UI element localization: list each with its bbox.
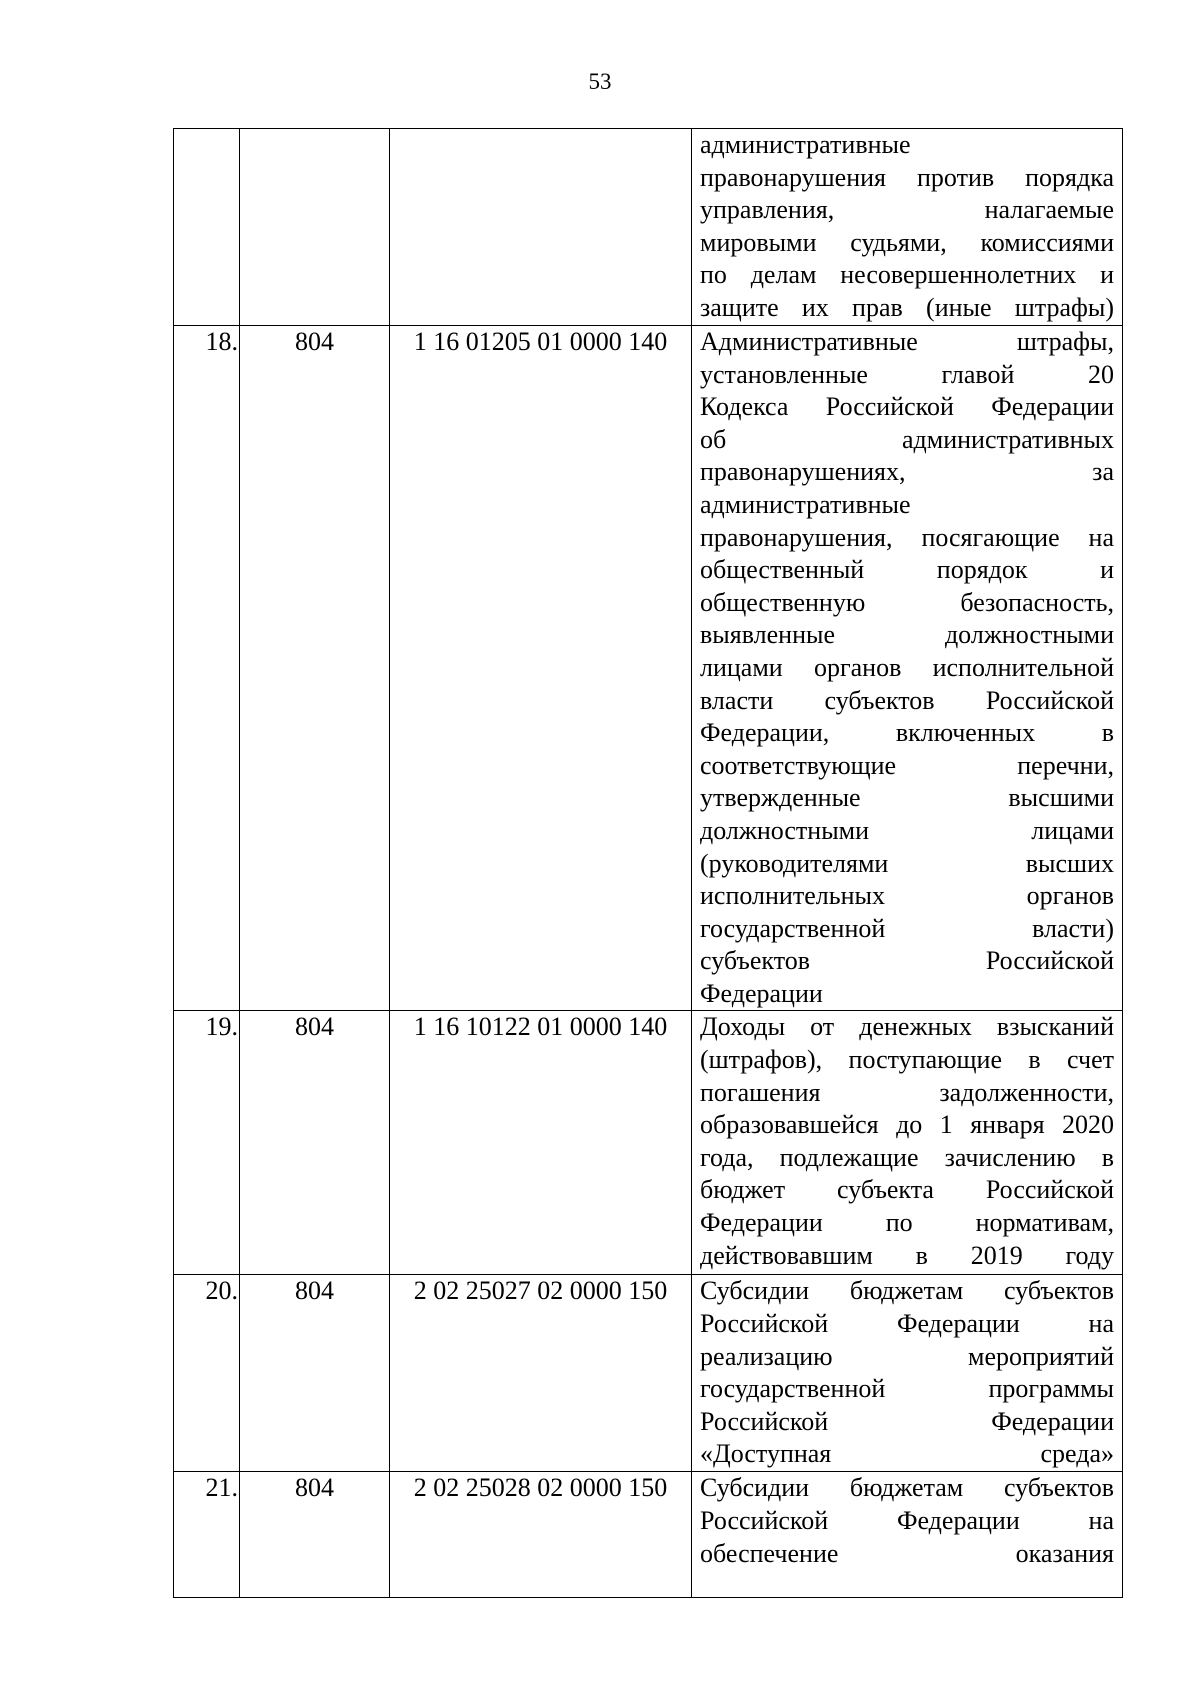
description-line: реализацию мероприятий (700, 1341, 1114, 1371)
table-row (174, 1275, 1123, 1472)
revenue-description-cell (692, 1011, 1123, 1275)
description-line: общественный порядок и (700, 555, 1114, 585)
description-line: Российской Федерации на (700, 1506, 1114, 1536)
row-number-cell: 18. (174, 326, 240, 1011)
description-line: правонарушения против порядка (700, 162, 1114, 192)
description-line: административные (700, 130, 911, 159)
description-line: погашения задолженности, (700, 1077, 1114, 1107)
budget-classification-code-cell: 1 16 01205 01 0000 140 (390, 326, 692, 1011)
revenue-description-cell (692, 1472, 1123, 1598)
revenue-description-cell (692, 129, 1123, 326)
administrator-code-cell: 804 (240, 1011, 390, 1275)
administrator-code-cell (240, 129, 390, 326)
description-line: действовавшим в 2019 году (700, 1240, 1114, 1270)
page-number: 53 (588, 69, 612, 94)
description-line: мировыми судьями, комиссиями (700, 227, 1114, 257)
description-line: управления, налагаемые (700, 195, 1114, 225)
description-line: (штрафов), поступающие в счет (700, 1045, 1114, 1075)
description-line: правонарушениях, за (700, 457, 1114, 487)
description-line: лицами органов исполнительной (700, 652, 1114, 682)
budget-classification-code-cell (390, 129, 692, 326)
table-row (174, 326, 1123, 1011)
row-number-cell: 19. (174, 1011, 240, 1275)
description-line: исполнительных органов (700, 881, 1114, 911)
revenue-codes-table (173, 128, 1123, 1598)
description-line: административные (700, 489, 911, 519)
description-line: власти субъектов Российской (700, 685, 1114, 715)
description-line: Федерации, включенных в (700, 718, 1114, 748)
description-line: Федерации по нормативам, (700, 1208, 1114, 1238)
administrator-code-cell: 804 (240, 326, 390, 1011)
description-line: государственной власти) (700, 913, 1114, 943)
description-line: «Доступная среда» (700, 1439, 1114, 1469)
description-line: Субсидии бюджетам субъектов (700, 1276, 1114, 1306)
budget-classification-code-cell: 1 16 10122 01 0000 140 (390, 1011, 692, 1275)
administrator-code-cell: 804 (240, 1275, 390, 1472)
description-line: субъектов Российской (700, 946, 1114, 976)
description-line: обеспечение оказания (700, 1538, 1114, 1568)
description-line: правонарушения, посягающие на (700, 522, 1114, 552)
description-line: по делам несовершеннолетних и (700, 260, 1114, 290)
table-row (174, 129, 1123, 326)
row-number-cell: 21. (174, 1472, 240, 1598)
description-line: Субсидии бюджетам субъектов (700, 1473, 1114, 1503)
description-line: государственной программы (700, 1374, 1114, 1404)
description-line: утвержденные высшими (700, 783, 1114, 813)
description-line: установленные главой 20 (700, 359, 1114, 389)
description-line: Доходы от денежных взысканий (700, 1012, 1114, 1042)
description-line: года, подлежащие зачислению в (700, 1142, 1114, 1172)
description-line: бюджет субъекта Российской (700, 1175, 1114, 1205)
description-line: выявленные должностными (700, 620, 1114, 650)
revenue-description-cell (692, 326, 1123, 1011)
description-line: должностными лицами (700, 815, 1114, 845)
description-line: образовавшейся до 1 января 2020 (700, 1110, 1114, 1140)
description-line: Административные штрафы, (700, 327, 1114, 356)
revenue-description-cell (692, 1275, 1123, 1472)
description-line: Федерации (700, 978, 823, 1008)
table-row (174, 1011, 1123, 1275)
budget-classification-code-cell: 2 02 25028 02 0000 150 (390, 1472, 692, 1598)
row-number-cell: 20. (174, 1275, 240, 1472)
administrator-code-cell: 804 (240, 1472, 390, 1598)
table-row (174, 1472, 1123, 1598)
budget-classification-code-cell: 2 02 25027 02 0000 150 (390, 1275, 692, 1472)
description-line: Кодекса Российской Федерации (700, 392, 1114, 422)
description-line: Российской Федерации (700, 1406, 1114, 1436)
description-line: Российской Федерации на (700, 1309, 1114, 1339)
description-line: общественную безопасность, (700, 587, 1114, 617)
description-line: защите их прав (иные штрафы) (700, 292, 1114, 322)
description-line: (руководителями высших (700, 848, 1114, 878)
description-line: об административных (700, 424, 1114, 454)
description-line: соответствующие перечни, (700, 750, 1114, 780)
row-number-cell (174, 129, 240, 326)
